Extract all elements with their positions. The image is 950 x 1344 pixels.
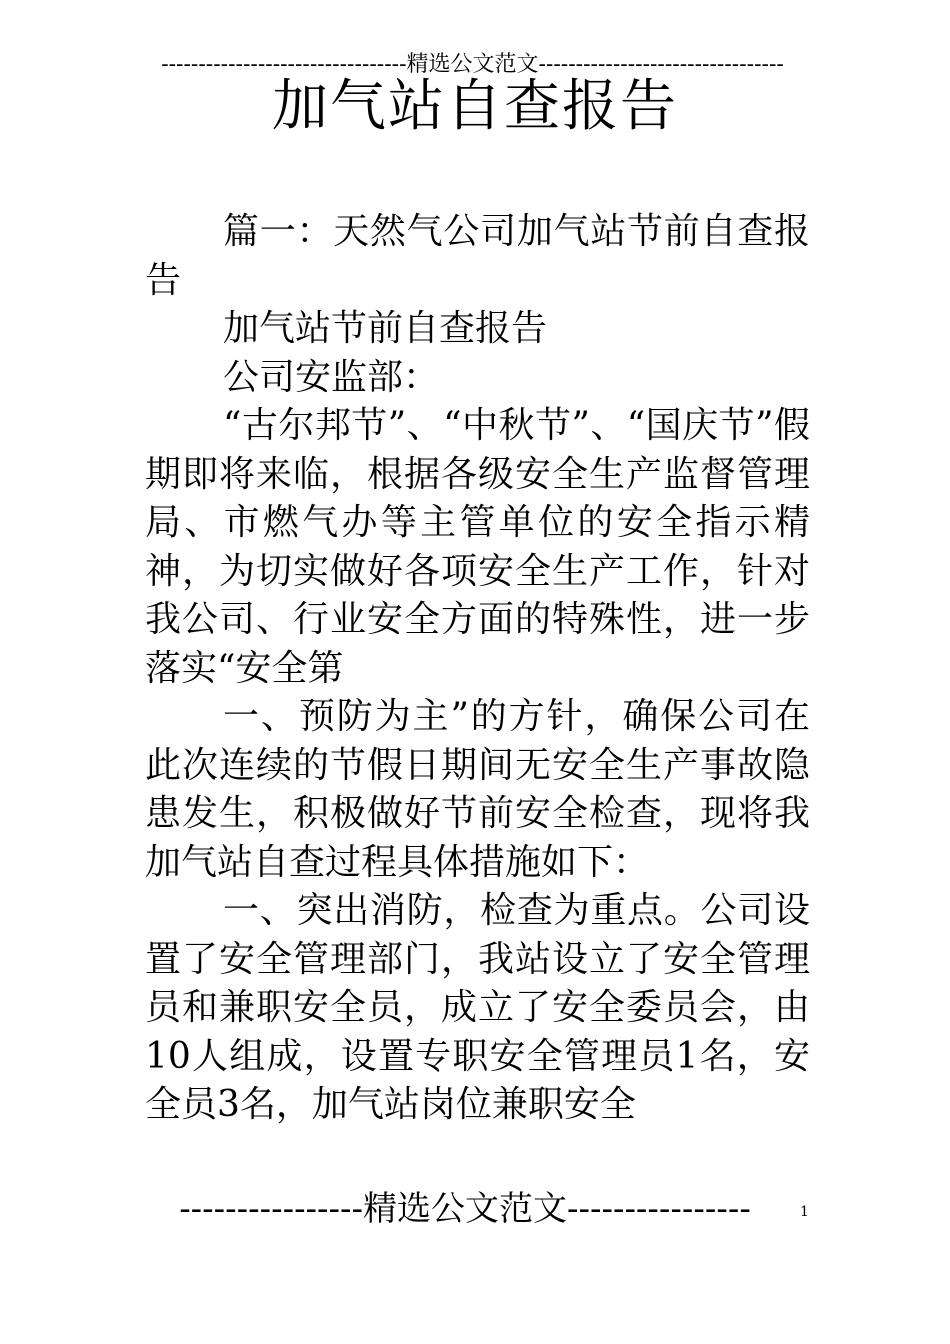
paragraph-subtitle: 加气站节前自查报告 bbox=[223, 308, 548, 349]
document-body bbox=[145, 208, 810, 1130]
paragraph-addressee: 公司安监部： bbox=[223, 356, 440, 398]
paragraph-body: 一、突出消防，检查为重点。公司设置了安全管理部门，我站设立了安全管理员和兼职安全员，成立了安全委员会，由10人组成，设置专职安全管理员1名，安全员3名，加气站岗位兼职安全 bbox=[145, 890, 810, 1125]
page-header: ---------------------------------精选公文范文--------------------------------- bbox=[161, 52, 784, 77]
page-number: 1 bbox=[800, 1204, 809, 1220]
page-footer: ----------------精选公文范文---------------- bbox=[179, 1189, 751, 1229]
paragraph-body: 一、预防为主”的方针，确保公司在此次连续的节假日期间无安全生产事故隐患发生，积极做好节前安全检查，现将我加气站自查过程具体措施如下： bbox=[145, 696, 810, 883]
document-title: 加气站自查报告 bbox=[272, 74, 678, 139]
paragraph-body: “古尔邦节”、“中秋节”、“国庆节”假期即将来临，根据各级安全生产监督管理局、市燃气办等主管单位的安全指示精神，为切实做好各项安全生产工作，针对我公司、行业安全方面的特殊性，进一步落实“安全第 bbox=[145, 405, 810, 689]
paragraph-section-heading: 篇一：天然气公司加气站节前自查报告 bbox=[145, 211, 810, 301]
